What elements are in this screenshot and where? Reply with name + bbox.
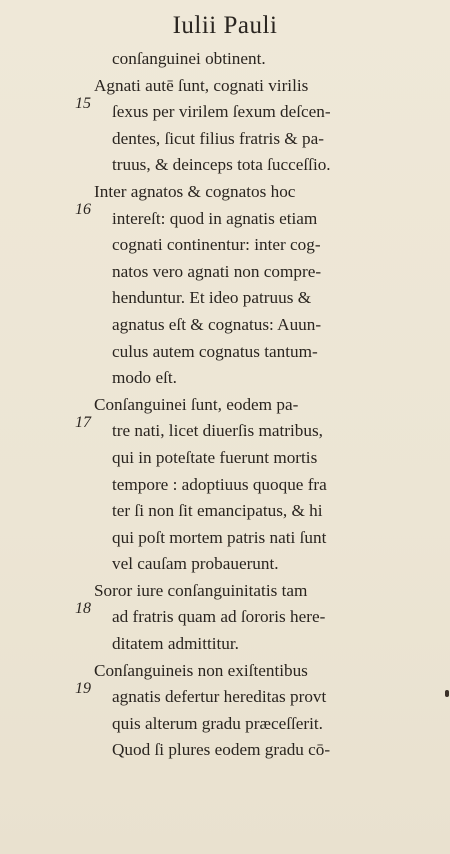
text-line: modo eſt. [112, 368, 177, 388]
text-line: culus autem cognatus tantum- [112, 341, 318, 361]
text-line: dentes, ſicut filius fratris & pa- [112, 128, 324, 148]
text-line: henduntur. Et ideo patruus & [112, 288, 312, 308]
paragraph-number: 19 [75, 679, 91, 697]
paragraph-19 [75, 658, 429, 764]
text-line: Agnati autē ſunt, cognati virilis [94, 75, 309, 95]
text-line: intereſt: quod in agnatis etiam [112, 208, 318, 228]
text-line: ditatem admittitur. [112, 634, 239, 654]
text-line: truus, & deinceps tota ſucceſſio. [112, 155, 331, 175]
text-line: agnatis defertur hereditas provt [112, 687, 327, 707]
text-line: cognati continentur: inter cog- [112, 235, 321, 255]
paragraph-17 [75, 392, 429, 578]
text-line: qui in poteſtate fuerunt mortis [112, 447, 318, 467]
text-line: tempore : adoptiuus quoque fra [112, 474, 327, 494]
paragraph-number: 17 [75, 413, 91, 431]
text-line: Soror iure conſanguinitatis tam [94, 580, 308, 600]
text-line: Inter agnatos & cognatos hoc [94, 181, 296, 201]
text-line: tre nati, licet diuerſis matribus, [112, 421, 323, 441]
paragraph-16 [75, 179, 429, 392]
paragraph-number: 18 [75, 599, 91, 617]
text-line: quis alterum gradu præceſſerit. [112, 713, 323, 733]
text-line: Conſanguineis non exiſtentibus [94, 660, 308, 680]
paragraph-number: 15 [75, 94, 91, 112]
paragraph-number: 16 [75, 200, 91, 218]
text-line: ter ſi non ſit emancipatus, & hi [112, 501, 323, 521]
paragraph-15 [75, 73, 429, 179]
text-line: Quod ſi plures eodem gradu cō- [112, 740, 331, 760]
text-line: agnatus eſt & cognatus: Auun- [112, 314, 322, 334]
text-line: conſanguinei obtinent. [112, 49, 266, 68]
page-body [75, 46, 429, 764]
text-line: natos vero agnati non compre- [112, 261, 322, 281]
ink-speck [445, 690, 449, 697]
paragraph-18 [75, 578, 429, 658]
text-line: qui poſt mortem patris nati ſunt [112, 527, 327, 547]
running-header: Iulii Pauli [172, 12, 278, 39]
text-line: ſexus per virilem ſexum deſcen- [112, 102, 331, 122]
text-line: ad fratris quam ad ſororis here- [112, 607, 326, 627]
text-line: Conſanguinei ſunt, eodem pa- [94, 394, 299, 414]
paragraph-continuation [94, 46, 429, 73]
text-line: vel cauſam probauerunt. [112, 554, 279, 574]
